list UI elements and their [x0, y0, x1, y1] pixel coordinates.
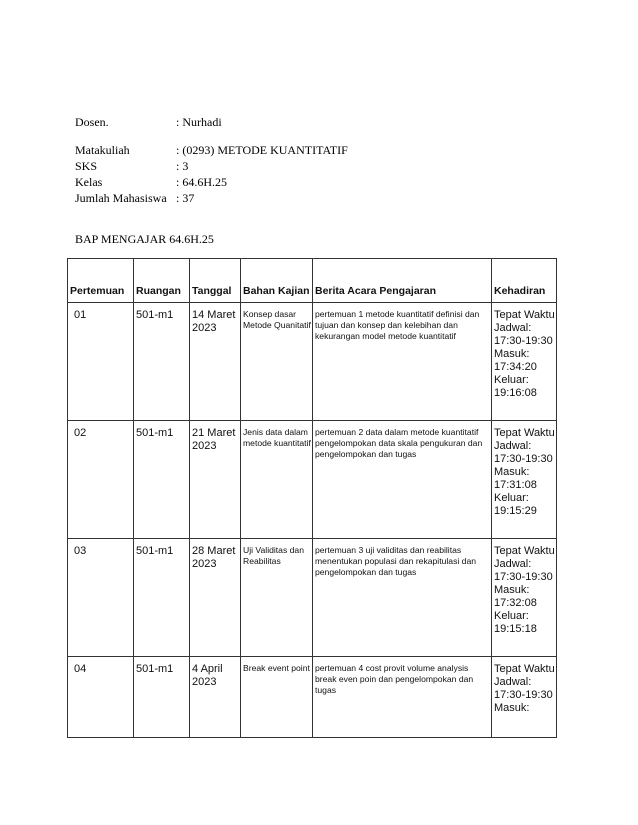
table-row — [68, 303, 557, 421]
dosen-row — [75, 114, 348, 130]
cell-ruangan: 501-m1 — [134, 421, 190, 539]
kehadiran-jadwal: Jadwal: 17:30-19:30 — [494, 676, 553, 701]
table-row — [68, 539, 557, 657]
kehadiran-masuk: Masuk: 17:34:20 — [494, 348, 537, 373]
cell-kehadiran — [492, 303, 557, 421]
sks-value: : 3 — [176, 159, 189, 173]
dosen-label: Dosen. — [75, 115, 109, 129]
kehadiran-jadwal: Jadwal: 17:30-19:30 — [494, 558, 553, 583]
header-ruangan: Ruangan — [134, 259, 190, 303]
cell-pertemuan: 02 — [68, 421, 134, 539]
kehadiran-jadwal: Jadwal: 17:30-19:30 — [494, 440, 553, 465]
cell-pertemuan: 01 — [68, 303, 134, 421]
header-tanggal: Tanggal — [190, 259, 241, 303]
bap-table — [67, 258, 557, 738]
header-pertemuan: Pertemuan — [68, 259, 134, 303]
cell-berita-acara: pertemuan 2 data dalam metode kuantitatif pengelompokan data skala pengukuran dan pengelompokan dan tugas — [313, 421, 492, 539]
jumlah-label: Jumlah Mahasiswa — [75, 191, 167, 205]
cell-bahan-kajian: Uji Validitas dan Reabilitas — [241, 539, 313, 657]
cell-bahan-kajian: Break event point — [241, 657, 313, 738]
header-kehadiran: Kehadiran — [492, 259, 557, 303]
kehadiran-status: Tepat Waktu — [494, 427, 555, 439]
kehadiran-keluar: Keluar: 19:15:29 — [494, 492, 537, 517]
course-info — [75, 114, 348, 206]
table-row — [68, 421, 557, 539]
cell-berita-acara: pertemuan 1 metode kuantitatif definisi dan tujuan dan konsep dan kelebihan dan kekurangan model metode kuantitatif — [313, 303, 492, 421]
kehadiran-jadwal: Jadwal: 17:30-19:30 — [494, 322, 553, 347]
cell-bahan-kajian: Jenis data dalam metode kuantitatif — [241, 421, 313, 539]
kelas-label: Kelas — [75, 175, 103, 189]
table-row — [68, 657, 557, 738]
cell-tanggal: 14 Maret 2023 — [190, 303, 241, 421]
bap-title: BAP MENGAJAR 64.6H.25 — [75, 232, 214, 246]
kelas-value: : 64.6H.25 — [176, 175, 227, 189]
cell-ruangan: 501-m1 — [134, 303, 190, 421]
matakuliah-row — [75, 142, 348, 158]
jumlah-value: : 37 — [176, 191, 195, 205]
dosen-value: : Nurhadi — [176, 115, 222, 129]
sks-label: SKS — [75, 159, 98, 173]
sks-row — [75, 158, 348, 174]
cell-tanggal: 21 Maret 2023 — [190, 421, 241, 539]
table-header-row — [68, 259, 557, 303]
kehadiran-masuk: Masuk: — [494, 702, 530, 714]
kehadiran-keluar: Keluar: 19:16:08 — [494, 374, 537, 399]
kehadiran-status: Tepat Waktu — [494, 309, 555, 321]
cell-tanggal: 4 April 2023 — [190, 657, 241, 738]
cell-kehadiran — [492, 657, 557, 738]
cell-bahan-kajian: Konsep dasar Metode Quanitatif — [241, 303, 313, 421]
kehadiran-status: Tepat Waktu — [494, 663, 555, 675]
cell-kehadiran — [492, 539, 557, 657]
cell-ruangan: 501-m1 — [134, 539, 190, 657]
header-bahan-kajian: Bahan Kajian — [241, 259, 313, 303]
kehadiran-masuk: Masuk: 17:31:08 — [494, 466, 537, 491]
kehadiran-keluar: Keluar: 19:15:18 — [494, 610, 537, 635]
kelas-row — [75, 174, 348, 190]
matakuliah-label: Matakuliah — [75, 143, 130, 157]
cell-tanggal: 28 Maret 2023 — [190, 539, 241, 657]
kehadiran-status: Tepat Waktu — [494, 545, 555, 557]
jumlah-row — [75, 190, 348, 206]
kehadiran-masuk: Masuk: 17:32:08 — [494, 584, 537, 609]
cell-berita-acara: pertemuan 4 cost provit volume analysis break even poin dan pengelompokan dan tugas — [313, 657, 492, 738]
cell-kehadiran — [492, 421, 557, 539]
cell-pertemuan: 03 — [68, 539, 134, 657]
cell-pertemuan: 04 — [68, 657, 134, 738]
matakuliah-value: : (0293) METODE KUANTITATIF — [176, 143, 348, 157]
header-berita-acara: Berita Acara Pengajaran — [313, 259, 492, 303]
cell-ruangan: 501-m1 — [134, 657, 190, 738]
cell-berita-acara: pertemuan 3 uji validitas dan reabilitas menentukan populasi dan rekapitulasi dan pengelompokan dan tugas — [313, 539, 492, 657]
